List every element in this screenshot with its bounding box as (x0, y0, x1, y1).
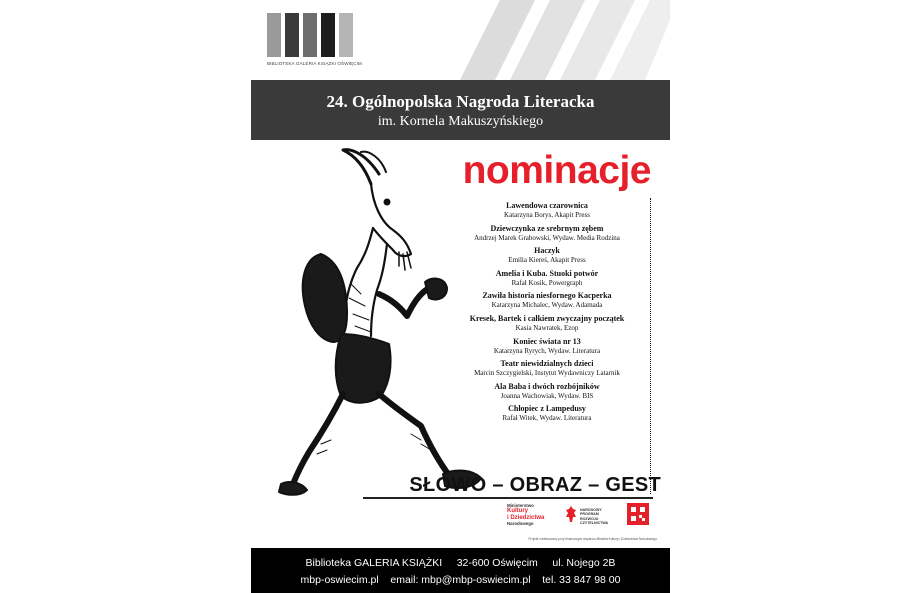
book-author: Kasia Nawratek, Ezop (515, 323, 579, 332)
funding-note: Projekt zrealizowany przy finansowym wsparciu Ministra Kultury i Dziedzictwa Narodowego (528, 537, 657, 541)
nomination-item (447, 382, 647, 405)
book-title: Haczyk (534, 246, 560, 256)
book-title: Zawiła historia niesfornego Kacperka (482, 291, 612, 301)
book-title: Teatr niewidzialnych dzieci (500, 359, 594, 369)
reading-program-text (580, 508, 608, 525)
book-title: Dziewczynka ze srebrnym zębem (490, 223, 604, 233)
eagle-emblem-icon (565, 505, 577, 525)
book-author: Katarzyna Borys, Akapit Press (504, 211, 590, 219)
book-author: Rafał Witek, Wydaw. Literatura (502, 414, 592, 423)
program-line: PROGRAM (580, 512, 599, 517)
nomination-item (447, 269, 647, 292)
header-band (251, 80, 670, 140)
award-subtitle: im. Kornela Makuszyńskiego (377, 114, 544, 129)
library-logo (267, 13, 363, 69)
red-square-logo-icon (627, 503, 649, 525)
book-title: Koniec świata nr 13 (513, 336, 581, 346)
book-author: Marcin Szczygielski, Instytut Wydawniczy Latarnik (474, 369, 620, 378)
nomination-item (447, 337, 647, 360)
footer-contact: mbp-oswiecim.pl email: mbp@mbp-oswiecim.pl tel. 33 847 98 00 (300, 574, 621, 586)
nomination-item (447, 404, 647, 427)
nomination-item (447, 224, 647, 247)
reading-program-logo (565, 505, 617, 527)
footer-band (251, 548, 670, 593)
sponsor-logos (507, 503, 657, 543)
motto: SŁOWO – OBRAZ – GEST (409, 474, 661, 496)
logo-bar (339, 13, 353, 57)
dotted-divider (650, 198, 651, 494)
nomination-item (447, 201, 647, 224)
nominations-list (447, 201, 647, 427)
nomination-item (447, 246, 647, 269)
motto-underline (363, 497, 653, 499)
footer-address: Biblioteka GALERIA KSIĄŻKI 32-600 Oświęcim ul. Nojego 2B (305, 557, 616, 569)
diagonal-stripes-decoration (440, 0, 670, 80)
program-line: CZYTELNICTWA (580, 520, 609, 525)
award-title: 24. Ogólnopolska Nagroda Literacka (326, 92, 595, 111)
nomination-item (447, 314, 647, 337)
nomination-item (447, 359, 647, 382)
program-line: NARODOWY (580, 508, 602, 512)
ministry-line: Ministerstwo (507, 503, 534, 508)
book-author: Katarzyna Ryrych, Wydaw. Literatura (493, 346, 601, 355)
logo-bar (285, 13, 299, 57)
logo-bar (321, 13, 335, 57)
logo-bar (267, 13, 281, 57)
book-author: Andrzej Marek Grabowski, Wydaw. Media Rodzina (474, 233, 620, 242)
nominations-heading: nominacje (462, 149, 651, 192)
program-line: ROZWOJU (580, 516, 599, 521)
logo-bar (303, 13, 317, 57)
book-title: Chłopiec z Lampedusy (508, 404, 586, 414)
book-title: Ala Baba i dwóch rozbójników (494, 381, 600, 391)
ministry-logo (507, 503, 559, 526)
logo-text: BIBLIOTEKA GALERIA KSIĄŻKI OŚWIĘCIM (267, 61, 362, 66)
logo-bars (267, 13, 363, 57)
poster (251, 0, 670, 593)
book-title: Kresek, Bartek i całkiem zwyczajny początek (469, 313, 625, 323)
ministry-line: Narodowego (507, 521, 534, 526)
qr-pattern-icon (627, 503, 649, 525)
book-title: Lawendowa czarownica (506, 201, 588, 210)
ministry-line: i Dziedzictwa (507, 514, 545, 521)
nomination-item (447, 291, 647, 314)
book-author: Joanna Wachowiak, Wydaw. BIS (500, 391, 594, 400)
book-author: Rafał Kosik, Powergraph (511, 278, 583, 287)
book-title: Amelia i Kuba. Stuoki potwór (495, 268, 599, 278)
book-author: Emilia Kiereś, Akapit Press (508, 256, 586, 265)
ministry-line: Kultury (507, 508, 528, 514)
book-author: Katarzyna Michalec, Wydaw. Adamada (491, 301, 603, 310)
